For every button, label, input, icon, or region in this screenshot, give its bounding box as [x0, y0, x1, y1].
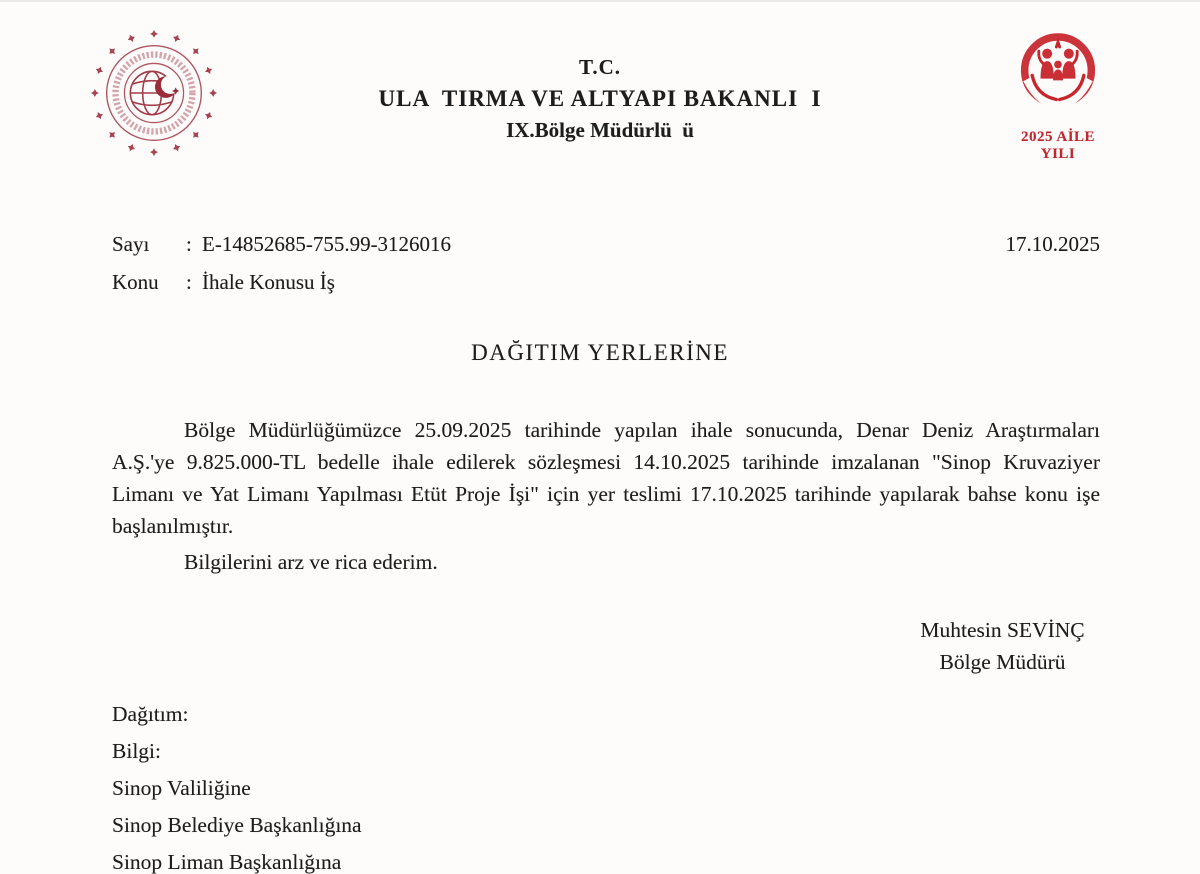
region-directorate-name: IX.Bölge Müdürlü ü: [506, 118, 694, 142]
dagitim-label: Dağıtım:: [112, 702, 189, 726]
signer-title: Bölge Müdürü: [939, 650, 1066, 674]
sayi-separator: :: [186, 232, 192, 256]
letter-date: 17.10.2025: [1005, 232, 1100, 256]
sayi-label: Sayı: [112, 232, 150, 256]
recipient-line: Sinop Valiliğine: [112, 776, 251, 800]
konu-value: İhale Konusu İş: [202, 270, 335, 294]
family-year-label: 2025 AİLE YILI: [1020, 129, 1096, 162]
konu-separator: :: [186, 270, 192, 294]
closing-line: Bilgilerini arz ve rica ederim.: [184, 550, 438, 574]
recipient-line: Sinop Belediye Başkanlığına: [112, 813, 362, 837]
konu-label: Konu: [112, 270, 159, 294]
family-year-logo: [1002, 26, 1114, 163]
sayi-row: [112, 232, 451, 257]
ministry-name: ULA TIRMA VE ALTYAPI BAKANLI I: [378, 86, 822, 111]
signature-block: [845, 614, 1160, 678]
recipient-line: Sinop Liman Başkanlığına: [112, 850, 342, 874]
tc-heading: T.C.: [578, 55, 622, 79]
konu-row: [112, 270, 335, 295]
bilgi-label: Bilgi:: [112, 739, 161, 763]
body-paragraph: Bölge Müdürlüğümüzce 25.09.2025 tarihinde yapılan ihale sonucunda, Denar Deniz Araştırmaları A.Ş.'ye 9.825.000-TL bedelle ihale edilerek sözleşmesi 14.10.2025 tarihinde imzalanan "Sinop Kruvaziyer Limanı ve Yat Limanı Yapılması Etüt Proje İşi" için yer teslimi 17.10.2025 tarihinde yapılarak bahse konu işe başlanılmıştır.: [112, 418, 1100, 538]
subject-heading: DAĞITIM YERLERİNE: [471, 340, 729, 365]
signer-name: Muhtesin SEVİNÇ: [920, 618, 1085, 642]
sayi-value: E-14852685-755.99-3126016: [202, 232, 452, 256]
distribution-list: [112, 696, 362, 874]
family-year-logo-icon: [1008, 26, 1108, 128]
